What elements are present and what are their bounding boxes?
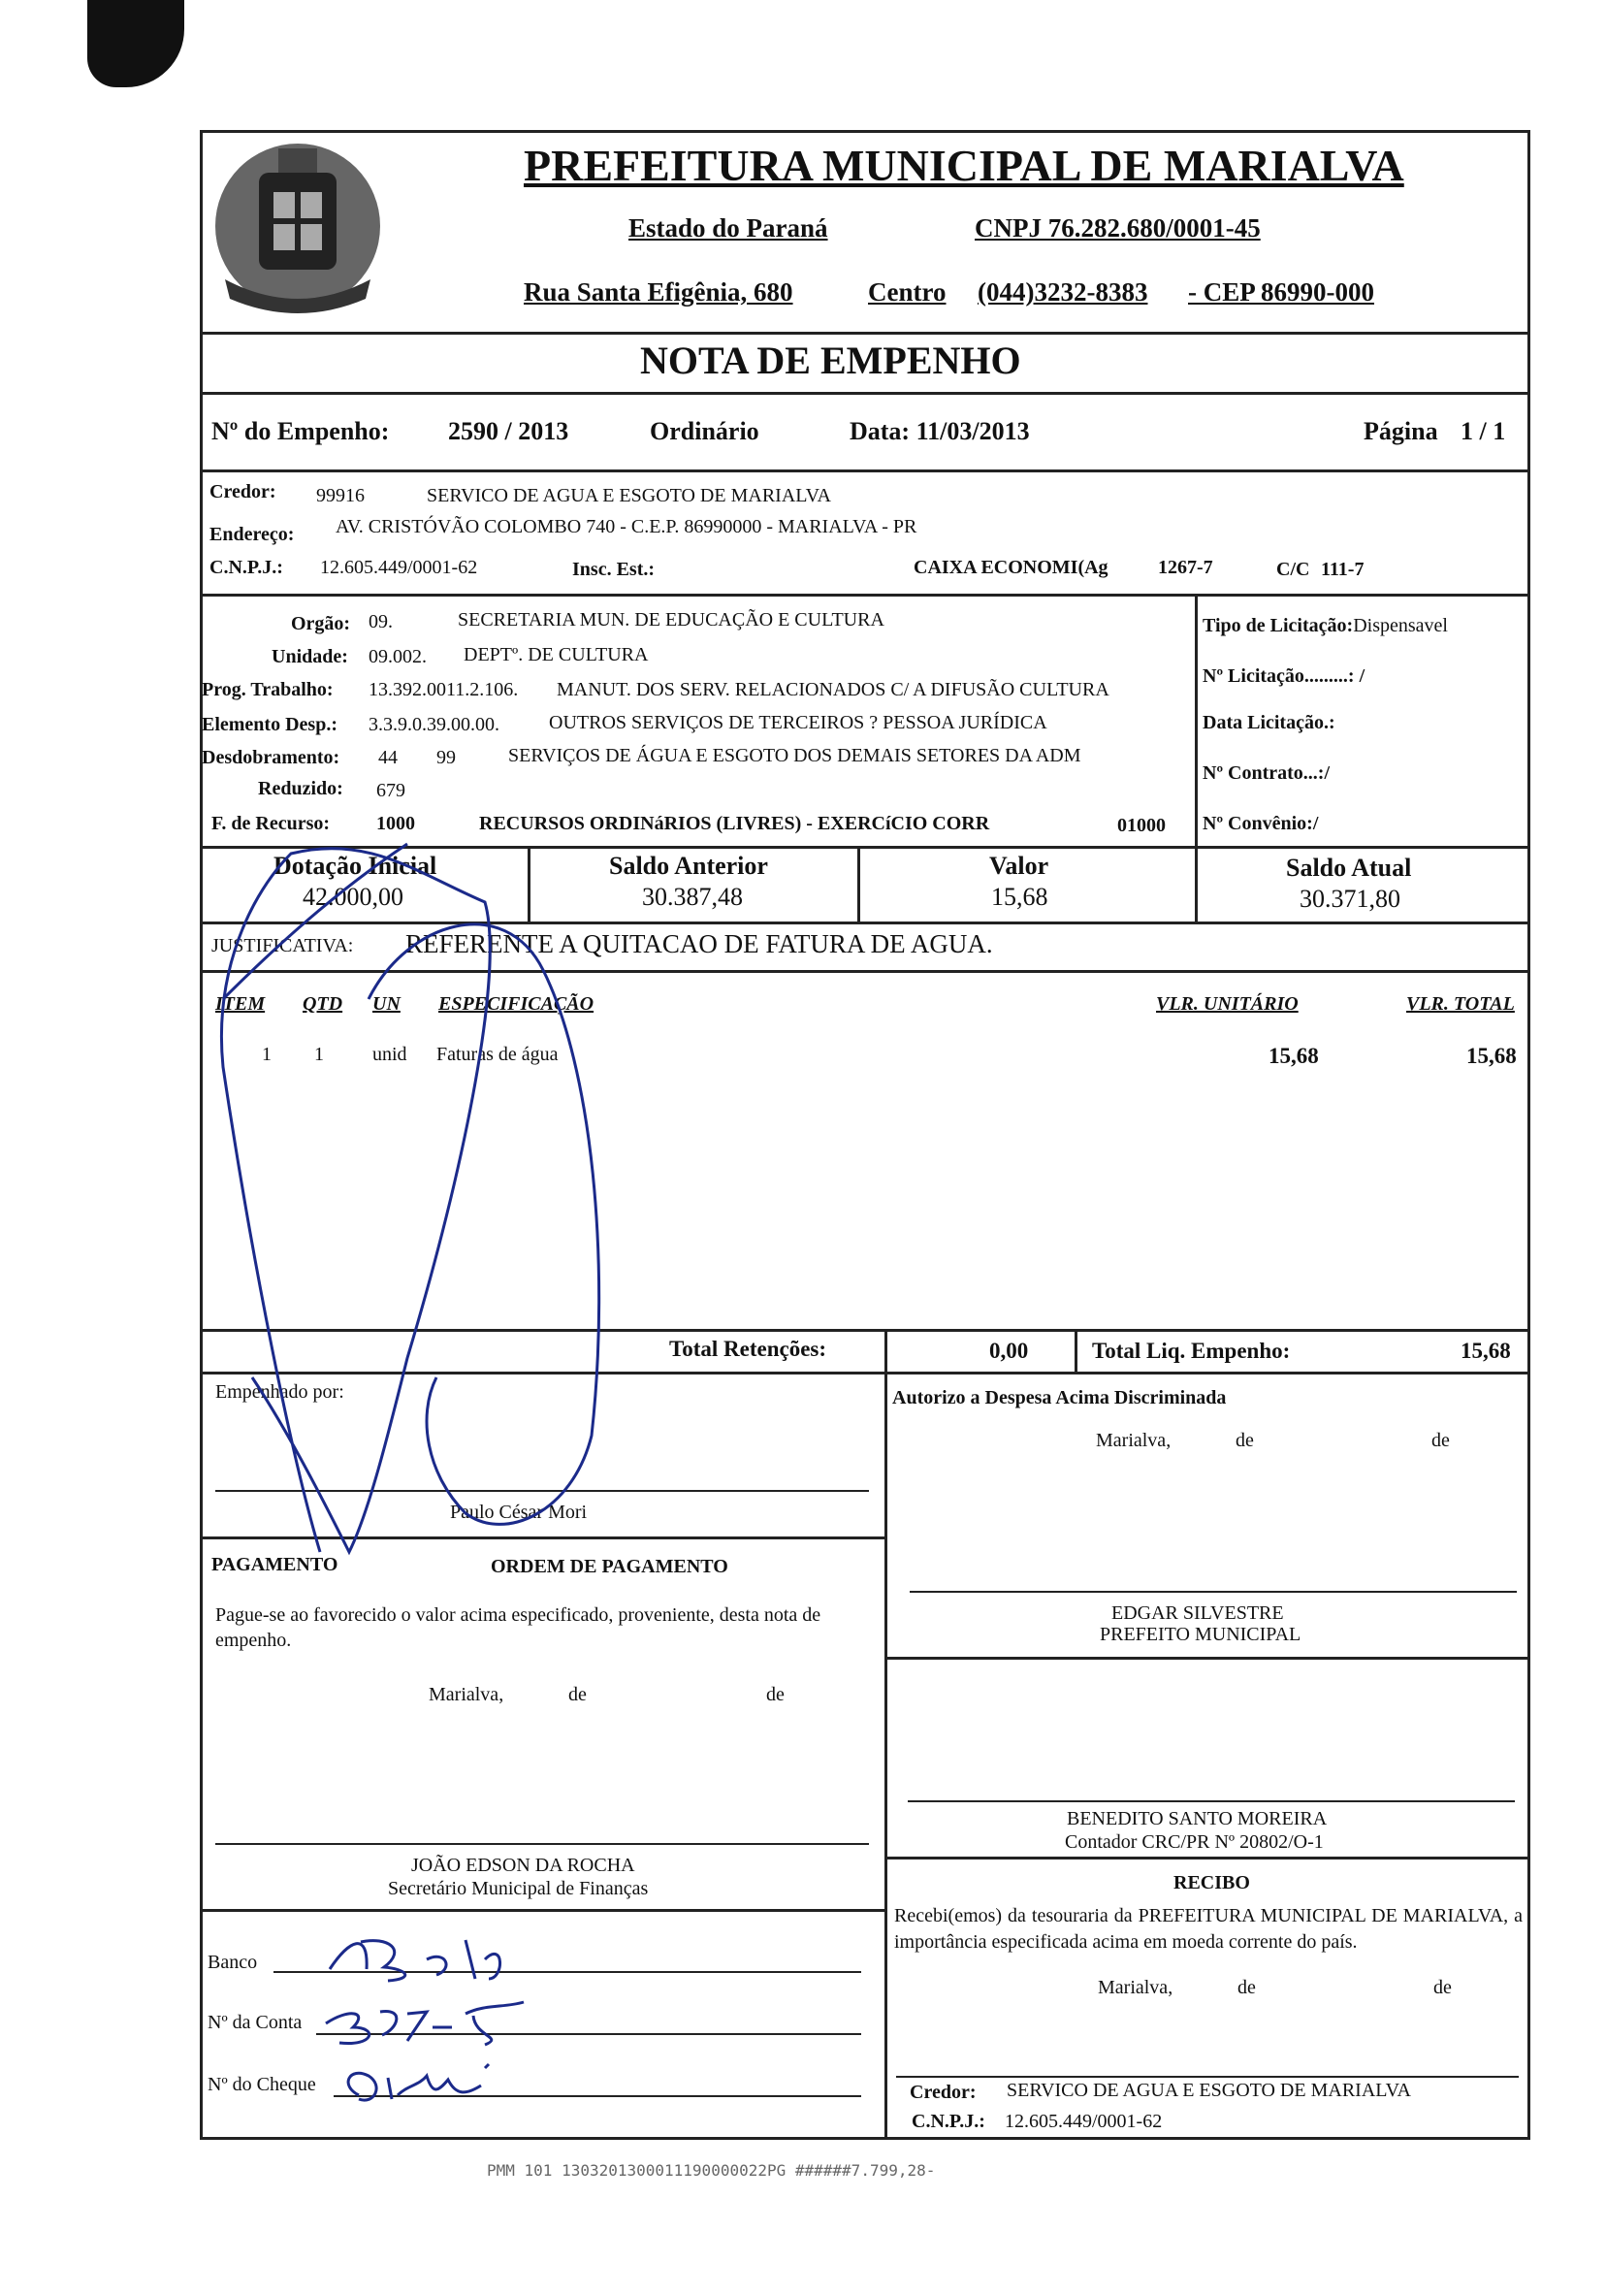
elem-name: OUTROS SERVIÇOS DE TERCEIROS ? PESSOA JURÍDICA: [549, 712, 1047, 733]
prefeito-name: EDGAR SILVESTRE: [1111, 1602, 1284, 1624]
recurso-name: RECURSOS ORDINáRIOS (LIVRES) - EXERCíCIO CORR: [479, 813, 990, 834]
conta-label: Nº da Conta: [208, 2012, 303, 2033]
contador-title: Contador CRC/PR Nº 20802/O-1: [1065, 1831, 1324, 1853]
recibo-credor-label: Credor:: [910, 2082, 977, 2103]
cc-label: C/C: [1276, 559, 1310, 580]
credor-name: SERVICO DE AGUA E ESGOTO DE MARIALVA: [427, 485, 831, 506]
cheque-label: Nº do Cheque: [208, 2074, 316, 2095]
header-title: PREFEITURA MUNICIPAL DE MARIALVA: [524, 141, 1404, 190]
recurso-code2: 01000: [1117, 815, 1166, 836]
liq-value: 15,68: [1461, 1339, 1511, 1363]
col-total: VLR. TOTAL: [1406, 993, 1515, 1015]
credor-label: Credor:: [209, 481, 276, 502]
unidade-name: DEPTº. DE CULTURA: [464, 644, 649, 665]
row-item: 1: [262, 1044, 272, 1065]
row-unit: 15,68: [1269, 1044, 1319, 1068]
empenhado-label: Empenhado por:: [215, 1381, 344, 1403]
dotacao-value: 42.000,00: [303, 883, 403, 911]
licitacao-date: Data Licitação.:: [1203, 712, 1335, 733]
recurso-label: F. de Recurso:: [211, 813, 331, 834]
row-spec: Faturas de água: [436, 1044, 559, 1065]
prefeito-title: PREFEITO MUNICIPAL: [1100, 1624, 1301, 1645]
bank-name: CAIXA ECONOMI(Ag: [914, 557, 1108, 578]
credor-code: 99916: [316, 485, 365, 506]
credor-cnpj: 12.605.449/0001-62: [320, 557, 478, 578]
col-un: UN: [372, 993, 401, 1015]
bank-agency: 1267-7: [1158, 557, 1213, 578]
secretary-name: JOÃO EDSON DA ROCHA: [411, 1855, 635, 1876]
prog-label: Prog. Trabalho:: [202, 679, 334, 700]
empenho-number: 2590 / 2013: [448, 417, 569, 445]
desd-name: SERVIÇOS DE ÁGUA E ESGOTO DOS DEMAIS SETORES DA ADM: [508, 745, 1081, 766]
recibo-cnpj-label: C.N.P.J.:: [912, 2111, 985, 2132]
saldo-anterior-value: 30.387,48: [642, 883, 743, 911]
contador-name: BENEDITO SANTO MOREIRA: [1067, 1808, 1328, 1829]
autorizo-de1: de: [1236, 1430, 1254, 1451]
convenio-number: Nº Convênio:/: [1203, 813, 1319, 834]
recibo-label: RECIBO: [1173, 1872, 1250, 1893]
row-total: 15,68: [1466, 1044, 1517, 1068]
banco-label: Banco: [208, 1952, 258, 1973]
ordem-label: ORDEM DE PAGAMENTO: [491, 1556, 728, 1577]
saldo-anterior-label: Saldo Anterior: [609, 852, 768, 880]
pagamento-label: PAGAMENTO: [211, 1554, 338, 1575]
elem-code: 3.3.9.0.39.00.00.: [369, 714, 499, 735]
prog-name: MANUT. DOS SERV. RELACIONADOS C/ A DIFUSÃO CULTURA: [557, 679, 1109, 700]
prog-code: 13.392.0011.2.106.: [369, 679, 519, 700]
retencoes-label: Total Retenções:: [669, 1337, 827, 1361]
page-number: 1 / 1: [1461, 417, 1506, 445]
pagamento-text: Pague-se ao favorecido o valor acima especificado, proveniente, desta nota de empenho.: [215, 1604, 821, 1651]
saldo-atual-label: Saldo Atual: [1286, 854, 1412, 882]
empenho-label: Nº do Empenho:: [211, 417, 390, 445]
valor-label: Valor: [989, 852, 1049, 880]
autorizo-text: Autorizo a Despesa Acima Discriminada: [892, 1387, 1227, 1408]
justificativa-text: REFERENTE A QUITACAO DE FATURA DE AGUA.: [405, 929, 993, 958]
dotacao-label: Dotação Inicial: [273, 852, 437, 880]
header-address: Rua Santa Efigênia, 680: [524, 277, 793, 307]
elem-label: Elemento Desp.:: [202, 714, 337, 735]
insc-label: Insc. Est.:: [572, 559, 656, 580]
saldo-atual-value: 30.371,80: [1300, 885, 1400, 913]
address-value: AV. CRISTÓVÃO COLOMBO 740 - C.E.P. 86990000 - MARIALVA - PR: [336, 516, 917, 537]
retencoes-value: 0,00: [989, 1339, 1029, 1363]
recurso-code: 1000: [376, 813, 415, 834]
valor-value: 15,68: [991, 883, 1048, 911]
orgao-code: 09.: [369, 611, 393, 632]
autorizo-city: Marialva,: [1096, 1430, 1172, 1451]
header-cnpj: CNPJ 76.282.680/0001-45: [975, 213, 1261, 243]
footer-code: PMM 101 1303201300011190000022PG ######7.799,28-: [487, 2161, 936, 2180]
header-cep: - CEP 86990-000: [1188, 277, 1374, 307]
liq-label: Total Liq. Empenho:: [1092, 1339, 1291, 1363]
empenho-type: Ordinário: [650, 417, 759, 445]
header-state: Estado do Paraná: [628, 213, 828, 243]
recibo-de2: de: [1433, 1977, 1452, 1998]
row-un: unid: [372, 1044, 407, 1065]
secretary-title: Secretário Municipal de Finanças: [388, 1878, 649, 1899]
empenho-date: Data: 11/03/2013: [850, 417, 1030, 445]
address-label: Endereço:: [209, 524, 295, 545]
col-spec: ESPECIFICAÇÃO: [438, 993, 594, 1015]
header-phone: (044)3232-8383: [978, 277, 1148, 307]
desd-b: 99: [436, 747, 456, 768]
header-district: Centro: [868, 277, 947, 307]
desd-label: Desdobramento:: [202, 747, 340, 768]
recibo-text: Recebi(emos) da tesouraria da PREFEITURA MUNICIPAL DE MARIALVA, a importância especificada acima em moeda corrente do país.: [894, 1905, 1523, 1953]
page-label: Página: [1364, 417, 1438, 445]
recibo-city: Marialva,: [1098, 1977, 1173, 1998]
credor-cnpj-label: C.N.P.J.:: [209, 557, 283, 578]
cc-value: 111-7: [1321, 559, 1365, 580]
licitacao-number: Nº Licitação.........: /: [1203, 665, 1365, 687]
col-item: ITEM: [215, 993, 266, 1015]
orgao-name: SECRETARIA MUN. DE EDUCAÇÃO E CULTURA: [458, 609, 884, 631]
tipo-licitacao-value: Dispensavel: [1353, 615, 1448, 636]
pagamento-de1: de: [568, 1684, 587, 1705]
recibo-credor: SERVICO DE AGUA E ESGOTO DE MARIALVA: [1007, 2080, 1411, 2101]
unidade-label: Unidade:: [272, 646, 348, 667]
reduzido-label: Reduzido:: [258, 778, 343, 799]
orgao-label: Orgão:: [291, 613, 351, 634]
pagamento-city: Marialva,: [429, 1684, 504, 1705]
reduzido-value: 679: [376, 780, 405, 801]
col-qtd: QTD: [303, 993, 343, 1015]
recibo-de1: de: [1237, 1977, 1256, 1998]
autorizo-de2: de: [1431, 1430, 1450, 1451]
desd-a: 44: [378, 747, 398, 768]
tipo-licitacao-label: Tipo de Licitação:: [1203, 615, 1354, 636]
row-qtd: 1: [314, 1044, 324, 1065]
unidade-code: 09.002.: [369, 646, 427, 667]
recibo-cnpj: 12.605.449/0001-62: [1005, 2111, 1163, 2132]
justificativa-label: JUSTIFICATIVA:: [211, 935, 354, 956]
doc-title: NOTA DE EMPENHO: [640, 339, 1021, 382]
pagamento-de2: de: [766, 1684, 785, 1705]
col-unit: VLR. UNITÁRIO: [1156, 993, 1299, 1015]
contrato-number: Nº Contrato...:/: [1203, 762, 1331, 784]
empenhado-name: Paulo César Mori: [450, 1502, 588, 1523]
